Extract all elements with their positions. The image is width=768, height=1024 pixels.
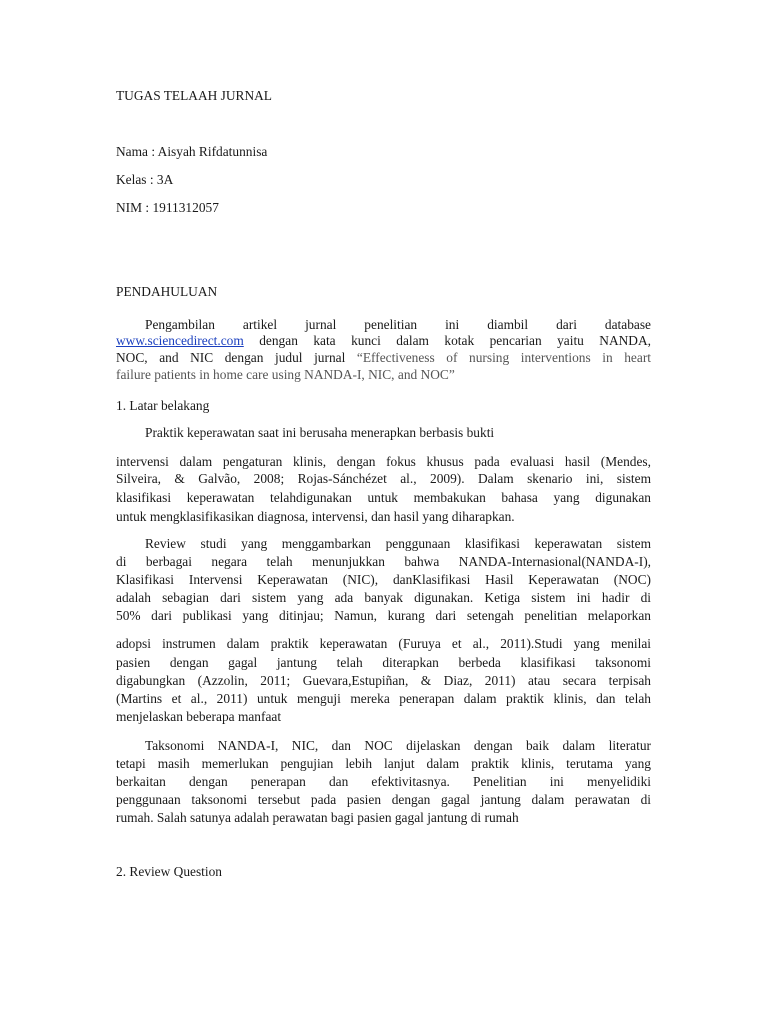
- paragraph-line: klasifikasi keperawatan telahdigunakan untuk membakukan bahasa yang digunakan: [116, 490, 651, 505]
- paragraph-line: intervensi dalam pengaturan klinis, dengan fokus khusus pada evaluasi hasil (Mendes,: [116, 454, 651, 469]
- paragraph-line: 50% dari publikasi yang ditinjau; Namun, kurang dari setengah penelitian melaporkan: [116, 608, 651, 623]
- paragraph-line: Silveira, & Galvão, 2008; Rojas-Sánchézet al., 2009). Dalam skenario ini, sistem: [116, 471, 651, 486]
- student-nim: NIM : 1911312057: [116, 200, 219, 215]
- heading-latar-belakang: 1. Latar belakang: [116, 398, 210, 413]
- paragraph-line: Praktik keperawatan saat ini berusaha menerapkan berbasis bukti: [145, 425, 495, 440]
- intro-line-3-text: NOC, and NIC dengan judul jurnal: [116, 350, 357, 365]
- sciencedirect-link[interactable]: www.sciencedirect.com: [116, 333, 244, 348]
- paragraph-line: digabungkan (Azzolin, 2011; Guevara,Estupiñan, & Diaz, 2011) atau secara terpisah: [116, 673, 651, 688]
- paragraph-line: di berbagai negara telah menunjukkan bahwa NANDA-Internasional(NANDA-I),: [116, 554, 651, 569]
- paragraph-line: Taksonomi NANDA-I, NIC, dan NOC dijelaskan dengan baik dalam literatur: [145, 738, 651, 753]
- heading-review-question: 2. Review Question: [116, 864, 222, 879]
- intro-line-2: [116, 333, 651, 349]
- heading-pendahuluan: PENDAHULUAN: [116, 284, 218, 299]
- paragraph-line: adalah sebagian dari sistem yang ada banyak digunakan. Ketiga sistem ini hadir di: [116, 590, 651, 605]
- intro-line-2-text: dengan kata kunci dalam kotak pencarian yaitu NANDA,: [243, 333, 651, 348]
- paragraph-line: Klasifikasi Intervensi Keperawatan (NIC), danKlasifikasi Hasil Keperawatan (NOC): [116, 572, 651, 587]
- document-title: TUGAS TELAAH JURNAL: [116, 88, 272, 103]
- student-class: Kelas : 3A: [116, 172, 174, 187]
- paragraph-line: untuk mengklasifikasikan diagnosa, intervensi, dan hasil yang diharapkan.: [116, 509, 515, 524]
- paragraph-line: tetapi masih memerlukan pengujian lebih lanjut dalam praktik klinis, terutama yang: [116, 756, 651, 771]
- journal-title-part-2: failure patients in home care using NANDA-I, NIC, and NOC”: [116, 367, 455, 382]
- paragraph-line: rumah. Salah satunya adalah perawatan bagi pasien gagal jantung di rumah: [116, 810, 519, 825]
- paragraph-line: Review studi yang menggambarkan penggunaan klasifikasi keperawatan sistem: [145, 536, 651, 551]
- paragraph-line: (Martins et al., 2011) untuk menguji mereka penerapan dalam praktik klinis, dan telah: [116, 691, 651, 706]
- journal-title-part-1: “Effectiveness of nursing interventions in heart: [356, 350, 652, 365]
- paragraph-line: penggunaan taksonomi tersebut pada pasien dengan gagal jantung dalam perawatan di: [116, 792, 651, 807]
- student-name: Nama : Aisyah Rifdatunnisa: [116, 144, 268, 159]
- paragraph-line: adopsi instrumen dalam praktik keperawatan (Furuya et al., 2011).Studi yang menilai: [116, 636, 651, 651]
- paragraph-line: berkaitan dengan penerapan dan efektivitasnya. Penelitian ini menyelidiki: [116, 774, 651, 789]
- intro-line-3: [116, 350, 651, 366]
- paragraph-line: menjelaskan beberapa manfaat: [116, 709, 282, 724]
- paragraph-line: pasien dengan gagal jantung telah diterapkan berbeda klasifikasi taksonomi: [116, 655, 651, 670]
- intro-line-1: Pengambilan artikel jurnal penelitian ini diambil dari database: [145, 317, 651, 332]
